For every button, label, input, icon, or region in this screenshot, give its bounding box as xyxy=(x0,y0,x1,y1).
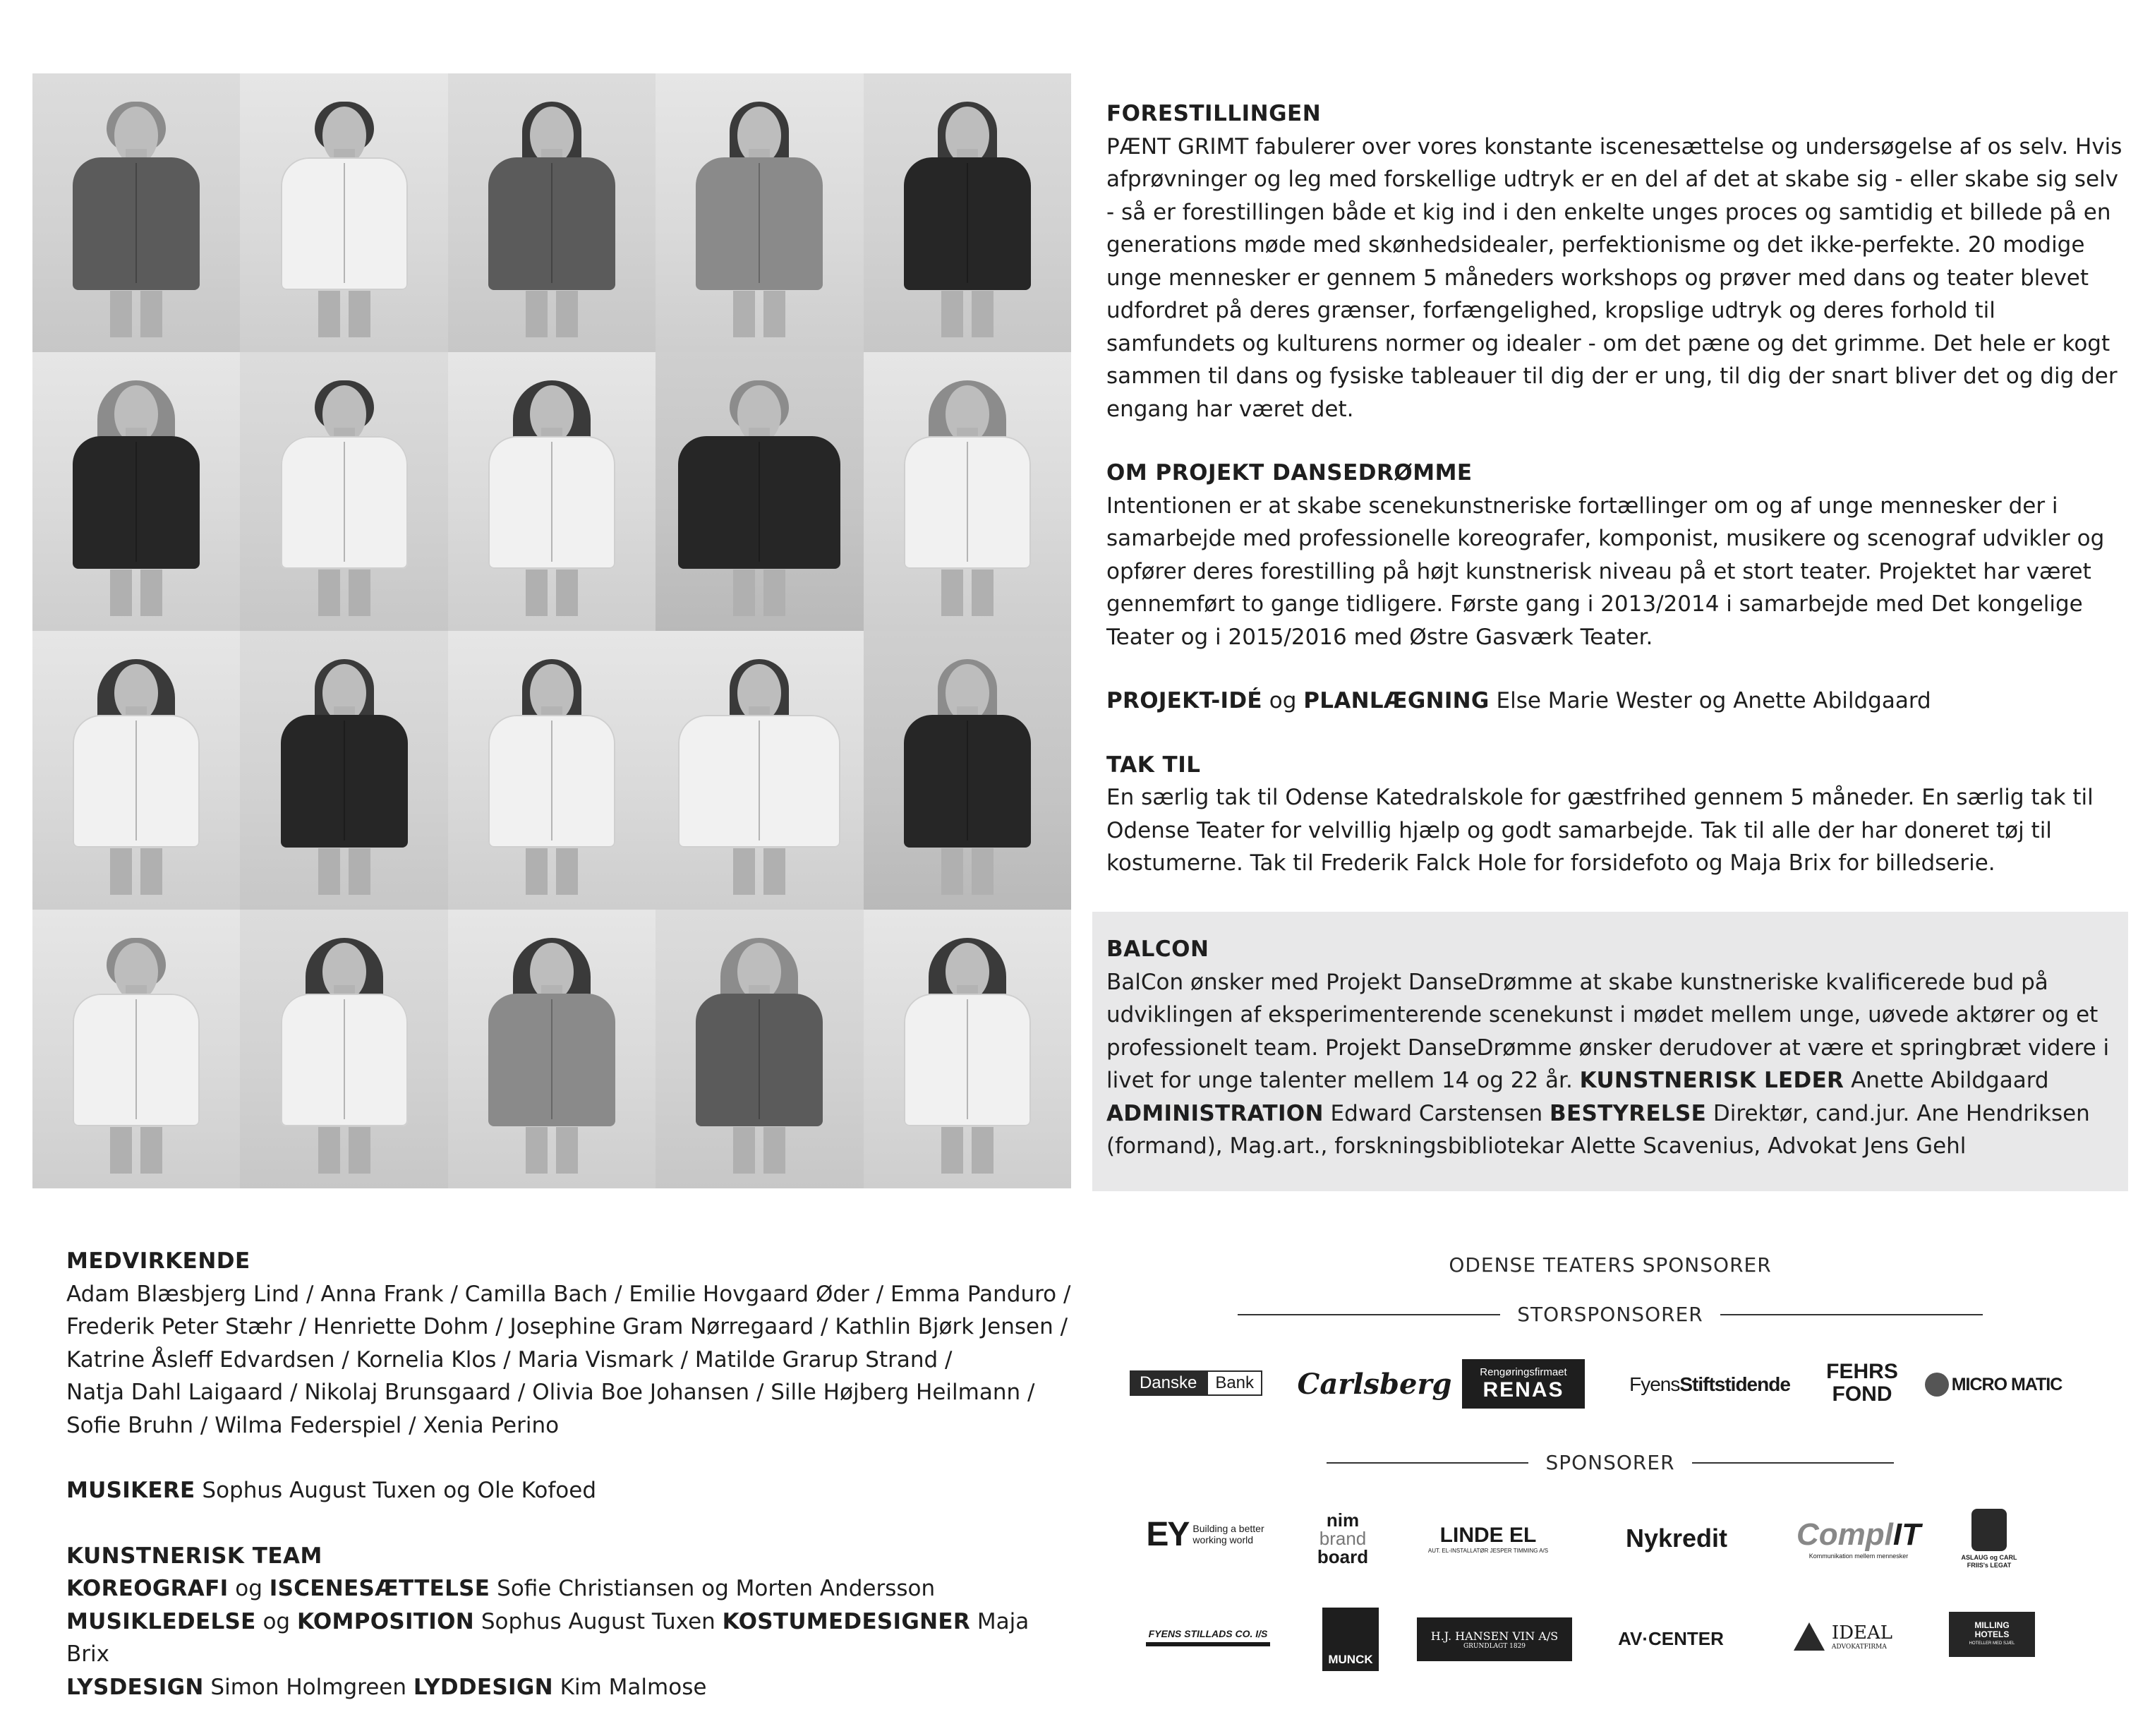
administration-label: ADMINISTRATION xyxy=(1106,1100,1324,1126)
kunstnerisk-team-title: KUNSTNERISK TEAM xyxy=(66,1543,322,1569)
projekt-ide-label: PROJEKT-IDÉ xyxy=(1106,688,1262,713)
portrait-photo xyxy=(240,910,447,1188)
portrait-photo xyxy=(864,352,1071,631)
fyens-stiftstidende-logo: Fyens Stiftstidende xyxy=(1629,1373,1790,1395)
legat-emblem-icon xyxy=(1971,1509,2007,1551)
projekt-ide-joiner: og xyxy=(1262,688,1304,713)
komposition-label: KOMPOSITION xyxy=(296,1608,475,1634)
portrait-photo xyxy=(656,631,863,910)
portrait-photo xyxy=(32,73,240,352)
portrait-photo xyxy=(240,352,447,631)
lysdesign-label: LYSDESIGN xyxy=(66,1674,204,1700)
portrait-photo xyxy=(448,352,656,631)
storsponsorer-divider xyxy=(1092,1303,2128,1326)
milling-hotels-logo: MILLING HOTELS HOTELLER MED SJÆL xyxy=(1949,1612,2035,1657)
og-joiner: og xyxy=(228,1576,270,1601)
forestillingen-section xyxy=(1106,97,2122,426)
musikledelse-line xyxy=(66,1605,1075,1671)
musikere-label: MUSIKERE xyxy=(66,1478,195,1503)
fehrs-fond-logo: FEHRS FOND xyxy=(1826,1360,1898,1406)
complit-logo: ComplIT Kommunikation mellem mennesker xyxy=(1796,1517,1921,1560)
ideal-advokatfirma-logo: IDEAL ADVOKATFIRMA xyxy=(1774,1613,1912,1660)
medvirkende-line: Natja Dahl Laigaard / Nikolaj Brunsgaard / Olivia Boe Johansen / Sille Højberg Heilmann / xyxy=(66,1380,1035,1405)
portrait-photo xyxy=(32,631,240,910)
fyens-stillads-logo: FYENS STILLADS CO. I/S xyxy=(1139,1616,1277,1658)
balcon-section xyxy=(1106,933,2115,1163)
forestillingen-title: FORESTILLINGEN xyxy=(1106,101,1322,126)
medvirkende-line: Adam Blæsbjerg Lind / Anna Frank / Camilla Bach / Emilie Hovgaard Øder / Emma Panduro / xyxy=(66,1281,1071,1307)
kunstnerisk-leder-value: Anette Abildgaard xyxy=(1844,1068,2049,1093)
lysdesign-line xyxy=(66,1671,1075,1704)
lysdesign-value: Simon Holmgreen xyxy=(203,1674,413,1700)
bestyrelse-label: BESTYRELSE xyxy=(1550,1100,1707,1126)
musikledelse-label: MUSIKLEDELSE xyxy=(66,1608,256,1634)
musikere-section xyxy=(66,1474,1075,1507)
kunstnerisk-team-section xyxy=(66,1540,1075,1704)
kostumedesigner-label: KOSTUMEDESIGNER xyxy=(722,1608,971,1634)
portrait-photo xyxy=(240,631,447,910)
storsponsorer-label: STORSPONSORER xyxy=(1517,1303,1703,1326)
sponsorer-label: SPONSORER xyxy=(1545,1451,1675,1474)
portrait-photo xyxy=(864,910,1071,1188)
portrait-photo xyxy=(32,910,240,1188)
sponsorer-divider xyxy=(1092,1451,2128,1474)
medvirkende-line: Sofie Bruhn / Wilma Federspiel / Xenia Perino xyxy=(66,1412,560,1438)
og-joiner: og xyxy=(255,1608,297,1634)
nykredit-logo: Nykredit xyxy=(1625,1524,1728,1553)
lyddesign-value: Kim Malmose xyxy=(552,1674,707,1700)
balcon-body-wrap xyxy=(1106,966,2115,1163)
projekt-ide-section xyxy=(1106,685,2122,718)
credits-column xyxy=(66,1245,1075,1736)
portrait-photo xyxy=(656,73,863,352)
komposition-value: Sophus August Tuxen xyxy=(474,1608,723,1634)
portrait-photo xyxy=(448,910,656,1188)
balcon-title: BALCON xyxy=(1106,936,1209,962)
om-projekt-title: OM PROJEKT DANSEDRØMME xyxy=(1106,460,1473,486)
kostumedesigner-value: Maja Brix xyxy=(66,1608,1029,1667)
forestillingen-body: PÆNT GRIMT fabulerer over vores konstante iscenesættelse og undersøgelse af os selv. Hvis afprøvninger og leg med forskellige udtryk er en del af det at skabe sig - eller skabe sig selv - så er forestillingen både et kig ind i den enkelte unges proces og samtidig et billede på en generations møde med skønhedsidealer, perfektionisme og det ikke-perfekte. 20 modige unge mennesker er gennem 5 måneders workshops og prøver med dans og teater blevet udfordret på deres grænser, forfængelighed, kropslige udtryk og deres forhold til samfundets og kulturens normer og idealer - om det pæne og det grimme. Det hele er kogt sammen til dans og fysiske tableauer til dig der er ung, til dig der snart bliver det og dig der engang har været det. xyxy=(1106,133,2122,422)
danske-bank-logo: Danske Bank xyxy=(1116,1369,1276,1397)
musikere-value: Sophus August Tuxen og Ole Kofoed xyxy=(195,1478,597,1503)
portrait-photo xyxy=(864,73,1071,352)
ideal-triangle-icon xyxy=(1794,1622,1825,1651)
portrait-photo xyxy=(448,73,656,352)
linde-el-logo: LINDE EL AUT. EL-INSTALLATØR JESPER TIMMING A/S xyxy=(1427,1523,1549,1554)
portrait-photo xyxy=(240,73,447,352)
om-projekt-section xyxy=(1106,457,2122,653)
kunstnerisk-leder-label: KUNSTNERISK LEDER xyxy=(1579,1068,1844,1093)
medvirkende-line: Frederik Peter Stæhr / Henriette Dohm / Josephine Gram Nørregaard / Kathlin Bjørk Jensen / xyxy=(66,1314,1068,1339)
bestyrelse-value: Direktør, cand.jur. Ane Hendriksen (formand), Mag.art., forskningsbibliotekar Alette Scavenius, Advokat Jens Gehl xyxy=(1106,1100,2090,1159)
hj-hansen-vin-logo: H.J. HANSEN VIN A/S GRUNDLAGT 1829 xyxy=(1417,1617,1572,1661)
om-projekt-body: Intentionen er at skabe scenekunstneriske fortællinger om og af unge mennesker der i samarbejde med professionelle koreografer, komponist, musikere og scenograf udvikler og opfører deres forestilling på højt kunstnerisk niveau på et stort teater. Projektet har været gennemført to gange tidligere. Første gang i 2013/2014 i samarbejde med Det kongelige Teater og i 2015/2016 med Østre Gasværk Teater. xyxy=(1106,493,2105,650)
medvirkende-line: Katrine Åsleff Edvardsen / Kornelia Klos / Maria Vismark / Matilde Grarup Strand / xyxy=(66,1346,953,1373)
micro-matic-circles-icon xyxy=(1925,1373,1949,1397)
medvirkende-section xyxy=(66,1245,1075,1442)
koreografi-line xyxy=(66,1572,1075,1605)
portrait-photo xyxy=(448,631,656,910)
portrait-photo-grid xyxy=(32,73,1071,1188)
micro-matic-logo: MICRO MATIC xyxy=(1919,1363,2067,1406)
carlsberg-logo: Carlsberg xyxy=(1297,1367,1452,1401)
aslaug-carl-friis-legat-logo: ASLAUG og CARL FRIIS's LEGAT xyxy=(1953,1502,2025,1577)
iscenesaettelse-label: ISCENESÆTTELSE xyxy=(269,1576,490,1601)
administration-value: Edward Carstensen xyxy=(1323,1100,1550,1126)
projekt-ide-value: Else Marie Wester og Anette Abildgaard xyxy=(1489,688,1931,713)
koreografi-value: Sofie Christiansen og Morten Andersson xyxy=(490,1576,936,1601)
tak-til-title: TAK TIL xyxy=(1106,752,1201,778)
program-text-column xyxy=(1106,97,2122,911)
av-center-logo: AV·CENTER xyxy=(1618,1627,1724,1649)
medvirkende-title: MEDVIRKENDE xyxy=(66,1248,250,1274)
planlaegning-label: PLANLÆGNING xyxy=(1303,688,1490,713)
portrait-photo xyxy=(656,910,863,1188)
tak-til-section xyxy=(1106,749,2122,880)
ey-logo: EY Building a better working world xyxy=(1146,1515,1264,1553)
portrait-photo xyxy=(864,631,1071,910)
tak-til-body: En særlig tak til Odense Katedralskole for gæstfrihed gennem 5 måneder. En særlig tak til Odense Teater for velvillig hjælp og godt samarbejde. Tak til alle der har doneret tøj til kostumerne. Tak til Frederik Falck Hole for forsidefoto og Maja Brix for billedserie. xyxy=(1106,785,2094,876)
portrait-photo xyxy=(656,352,863,631)
balcon-body: BalCon ønsker med Projekt DanseDrømme at skabe kunstneriske kvalificerede bud på udviklingen af eksperimenterende scenekunst i mødet mellem unge, uøvede aktører og et professionelt team. Projekt DanseDrømme ønsker derudover at være et springbræt videre i livet for unge talenter mellem 14 og 22 år. xyxy=(1106,969,2110,1093)
sponsors-heading: ODENSE TEATERS SPONSORER xyxy=(1449,1253,1772,1277)
nim-brand-board-logo: nim brand board xyxy=(1317,1509,1369,1567)
munck-logo: MUNCK xyxy=(1322,1608,1379,1671)
koreografi-label: KOREOGRAFI xyxy=(66,1576,229,1601)
lyddesign-label: LYDDESIGN xyxy=(413,1674,553,1700)
renas-logo: Rengøringsfirmaet RENAS xyxy=(1462,1359,1585,1409)
portrait-photo xyxy=(32,352,240,631)
